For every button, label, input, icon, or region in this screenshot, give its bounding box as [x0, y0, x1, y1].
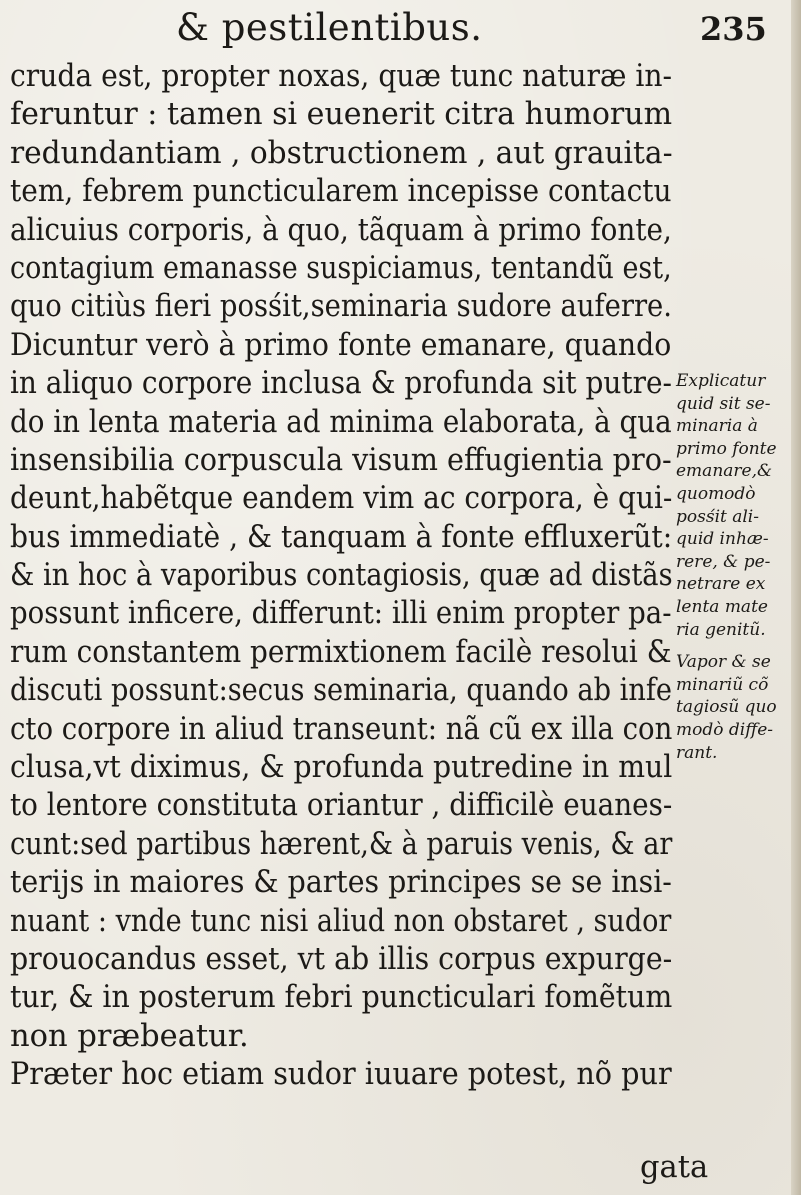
margin-note-line: emanare,& [676, 461, 773, 482]
margin-note-line: lenta mate [676, 596, 768, 617]
text-line: cruda est, propter noxas, quæ tunc naturæ in- [10, 59, 673, 94]
text-line: terijs in maiores & partes principes se se insi- [10, 865, 672, 901]
text-line: prouocandus esset, vt ab illis corpus expurge- [10, 941, 673, 977]
text-line: discuti possunt:secus seminaria, quando ab infe [10, 673, 672, 709]
text-line: redundantiam , obstructionem , aut grauita- [10, 135, 673, 171]
text-line: tem, febrem puncticularem incepisse contactu [10, 174, 672, 210]
margin-note-line: quomodò [676, 483, 756, 504]
margin-note-line: netrare ex [676, 574, 766, 595]
text-line: Præter hoc etiam sudor iuuare potest, nõ pur [10, 1057, 672, 1093]
text-line: deunt,habẽtque eandem vim ac corpora, è qui- [10, 481, 673, 517]
page-number: 235 [700, 10, 767, 48]
margin-note-gap [676, 641, 796, 651]
text-line: rum constantem permixtionem facilè resolui & [10, 634, 672, 670]
text-line: clusa,vt diximus, & profunda putredine in mul [10, 750, 673, 786]
text-line: tur, & in posterum febri puncticulari fomẽtum [10, 980, 673, 1016]
text-line: do in lenta materia ad minima elaborata, à qua [10, 404, 672, 440]
text-line: bus immediatè , & tanquam à fonte effluxerũt: [10, 519, 673, 555]
text-line: cto corpore in aliud transeunt: nã cũ ex illa con [10, 711, 673, 747]
margin-note-line: primo fonte [676, 438, 777, 459]
running-head: & pestilentibus. [176, 6, 483, 49]
text-line: non præbeatur. [10, 1018, 249, 1054]
margin-note-line: rere, & pe- [676, 551, 771, 572]
margin-note-line: quid sit se- [676, 393, 771, 414]
text-line: nuant : vnde tunc nisi aliud non obstaret , sudor [10, 903, 672, 939]
margin-note-line: Vapor & se [676, 652, 771, 673]
margin-note-line: Explicatur [676, 371, 766, 391]
text-line: insensibilia corpuscula visum effugientia pro- [10, 442, 672, 478]
margin-note-line: minaria à [676, 416, 758, 437]
text-line: Dicuntur verò à primo fonte emanare, quando [10, 327, 672, 363]
text-line: & in hoc à vaporibus contagiosis, quæ ad distãs [10, 558, 673, 594]
text-line: feruntur : tamen si euenerit citra humorum [10, 97, 673, 133]
text-line: cunt:sed partibus hærent,& à paruis venis, & ar [10, 826, 673, 862]
margin-note-line: minariũ cõ [676, 674, 769, 695]
main-text-block [10, 58, 730, 1095]
text-line: alicuius corporis, à quo, tãquam à primo fonte, [10, 212, 672, 248]
text-line: possunt inficere, differunt: illi enim propter pa- [10, 596, 672, 632]
margin-note-line: posśit ali- [676, 506, 759, 527]
margin-note-line: rant. [676, 742, 718, 763]
margin-note-line: quid inhæ- [676, 529, 769, 550]
text-line: in aliquo corpore inclusa & profunda sit putre- [10, 366, 672, 402]
marginal-notes [676, 370, 796, 764]
text-line: to lentore constituta oriantur , difficilè euanes- [10, 788, 673, 824]
text-line: contagium emanasse suspiciamus, tentandũ est, [10, 250, 672, 286]
margin-note-line: ria genitũ. [676, 619, 766, 640]
catchword: gata [640, 1150, 709, 1185]
page-header [0, 4, 801, 54]
margin-note-line: modò diffe- [676, 719, 774, 740]
margin-note-line: tagiosũ quo [676, 697, 777, 718]
text-line: quo citiùs fieri posśit,seminaria sudore auferre. [10, 289, 673, 325]
